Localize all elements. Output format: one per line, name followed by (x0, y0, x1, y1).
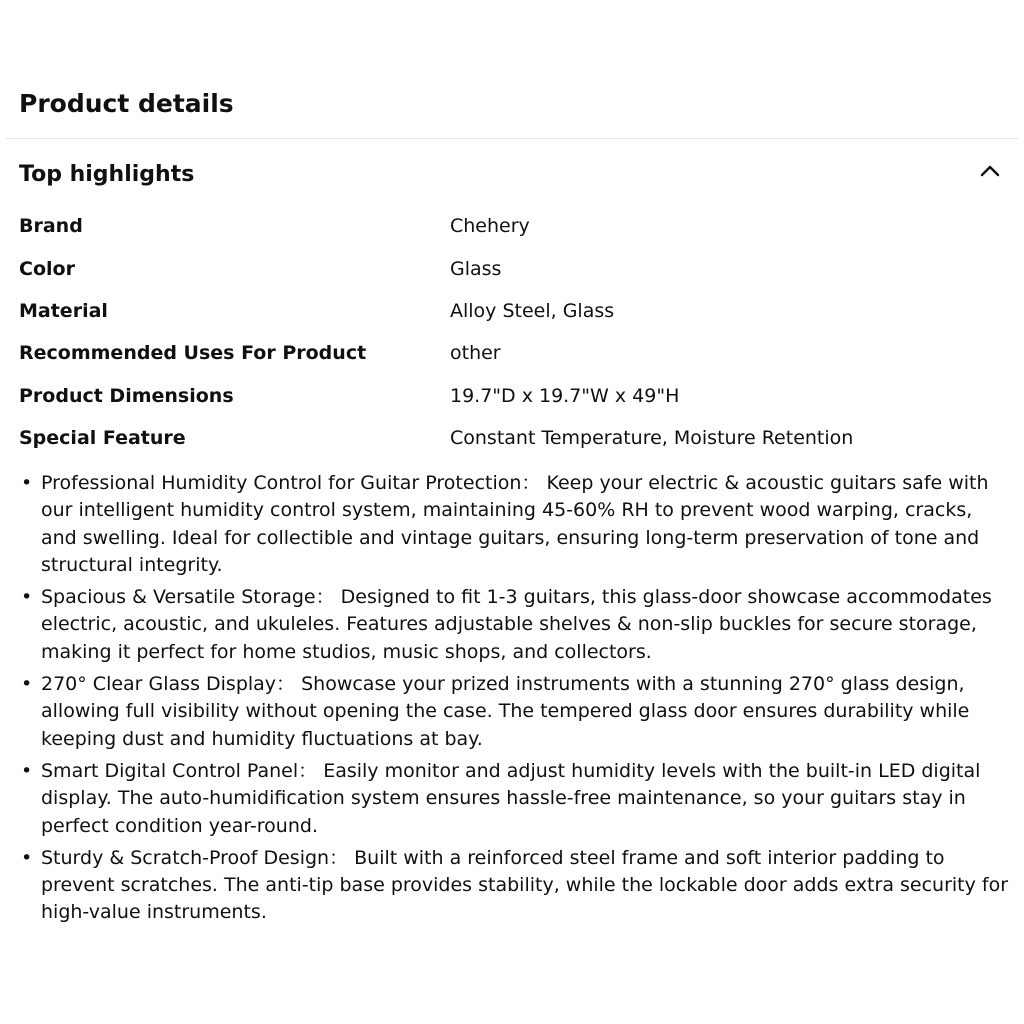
spec-label: Product Dimensions (19, 384, 234, 407)
specs-table (19, 205, 1009, 459)
spec-label: Color (19, 257, 75, 280)
bullet-dot-icon: • (21, 673, 33, 696)
spec-value: 19.7"D x 19.7"W x 49"H (450, 384, 680, 407)
section-divider (6, 138, 1018, 139)
bullet-dot-icon: • (21, 759, 33, 782)
chevron-up-icon[interactable] (975, 156, 1005, 186)
bullet-dot-icon: • (21, 846, 33, 869)
top-highlights-toggle[interactable] (19, 156, 1005, 194)
spec-label: Special Feature (19, 427, 186, 450)
page-title: Product details (19, 89, 234, 118)
spec-value: Alloy Steel, Glass (450, 299, 615, 322)
spec-row-brand (19, 205, 1009, 247)
section-title: Top highlights (19, 162, 195, 187)
feature-bullet (20, 671, 1010, 753)
feature-text: Smart Digital Control Panel： Easily monitor and adjust humidity levels with the built-in LED digital display. The auto-humidification system ensures hassle-free maintenance, so your guitars stay in perfect condition year-round. (41, 759, 981, 837)
spec-label: Brand (19, 215, 83, 238)
spec-value: Chehery (450, 215, 530, 238)
feature-text: Spacious & Versatile Storage： Designed to fit 1-3 guitars, this glass-door showcase accommodates electric, acoustic, and ukuleles. Features adjustable shelves & non-slip buckles for secure storage, making it perfect for home studios, music shops, and collectors. (41, 586, 992, 663)
spec-row-dimensions (19, 375, 1009, 417)
spec-row-recommended-uses (19, 332, 1009, 374)
feature-bullet (20, 584, 1010, 666)
feature-text: Sturdy & Scratch-Proof Design： Built with a reinforced steel frame and soft interior padding to prevent scratches. The anti-tip base provides stability, while the lockable door adds extra security for high-value instruments. (41, 846, 1009, 924)
spec-row-special-feature (19, 417, 1009, 459)
spec-label: Material (19, 299, 108, 322)
spec-value: Glass (450, 257, 502, 280)
spec-label: Recommended Uses For Product (19, 342, 367, 365)
feature-bullet (20, 845, 1010, 927)
feature-bullet (20, 758, 1010, 840)
spec-value: Constant Temperature, Moisture Retention (450, 427, 854, 450)
spec-row-material (19, 290, 1009, 332)
bullet-dot-icon: • (21, 586, 33, 609)
feature-bullets (20, 470, 1010, 932)
spec-value: other (450, 342, 501, 365)
feature-bullet (20, 470, 1010, 579)
bullet-dot-icon: • (21, 472, 33, 494)
feature-text: Professional Humidity Control for Guitar Protection： Keep your electric & acoustic guitars safe with our intelligent humidity control system, maintaining 45-60% RH to prevent wood warping, cracks, and swelling. Ideal for collectible and vintage guitars, ensuring long-term preservation of tone and structural integrity. (41, 472, 989, 576)
feature-text: 270° Clear Glass Display： Showcase your prized instruments with a stunning 270° glass design, allowing full visibility without opening the case. The tempered glass door ensures durability while keeping dust and humidity fluctuations at bay. (41, 673, 970, 750)
spec-row-color (19, 247, 1009, 289)
